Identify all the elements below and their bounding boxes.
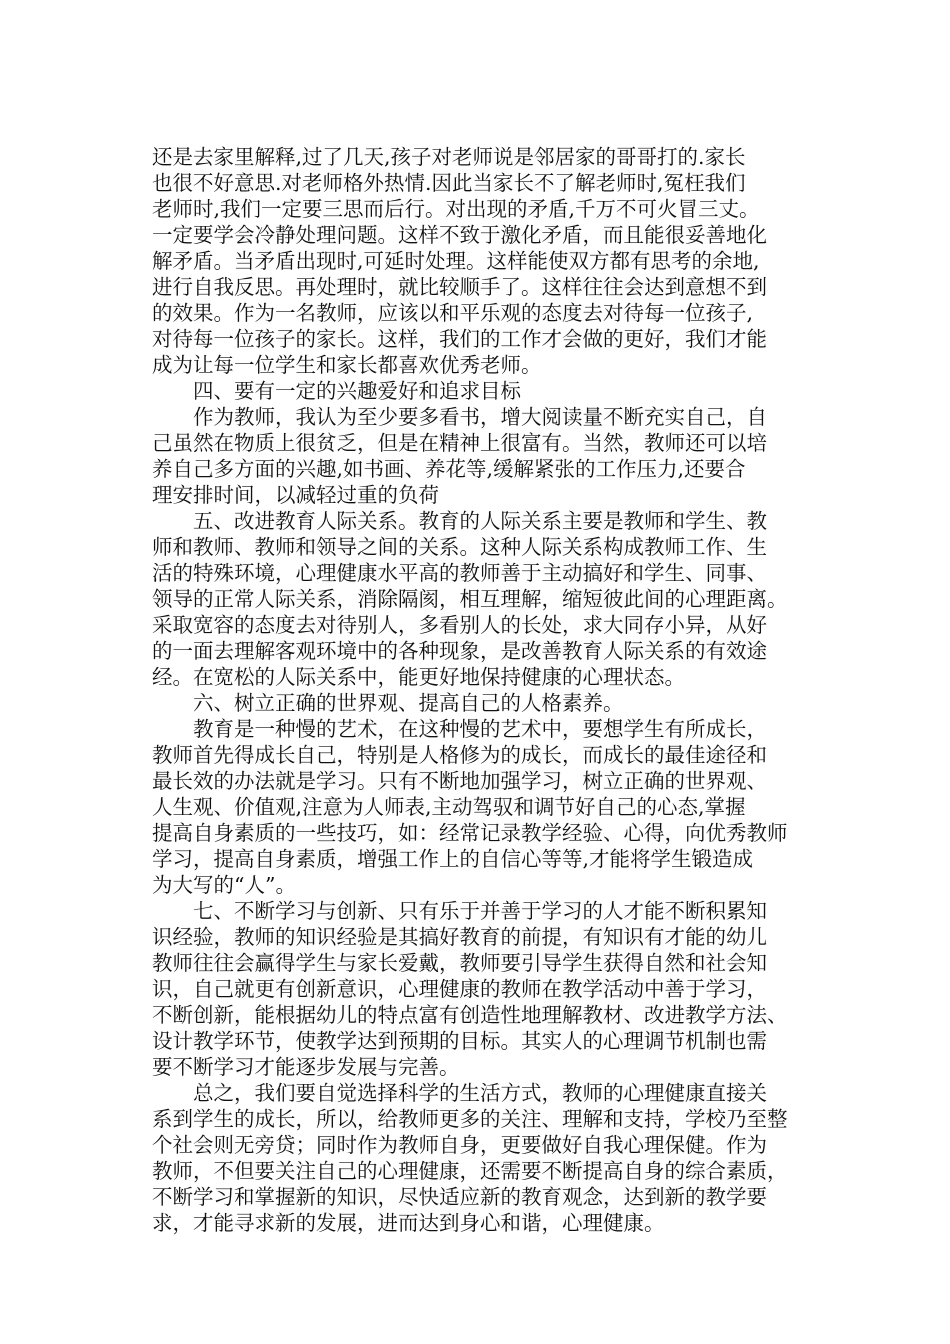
- text-line: 系到学生的成长，所以，给教师更多的关注、理解和支持，学校乃至整: [152, 1107, 788, 1131]
- text-line: 不断创新，能根据幼儿的特点富有创造性地理解教材、改进教学方法、: [152, 1003, 788, 1027]
- text-line: 教师，不但要关注自己的心理健康，还需要不断提高自身的综合素质，: [152, 1159, 788, 1183]
- text-line: 采取宽容的态度去对待别人，多看别人的长处，求大同存小异，从好: [152, 613, 767, 637]
- text-line: 养自己多方面的兴趣,如书画、养花等,缓解紧张的工作压力,还要合: [152, 457, 746, 481]
- text-line: 教师首先得成长自己，特别是人格修为的成长，而成长的最佳途径和: [152, 743, 767, 767]
- text-line: 的一面去理解客观环境中的各种现象，是改善教育人际关系的有效途: [152, 639, 767, 663]
- text-line: 学习，提高自身素质，增强工作上的自信心等等,才能将学生锻造成: [152, 847, 754, 871]
- text-line: 个社会则无旁贷；同时作为教师自身，更要做好自我心理保健。作为: [152, 1133, 767, 1157]
- text-line: 识经验，教师的知识经验是其搞好教育的前提，有知识有才能的幼儿: [152, 925, 767, 949]
- text-line: 求，才能寻求新的发展，进而达到身心和谐，心理健康。: [152, 1211, 665, 1235]
- section-heading: 七、不断学习与创新、只有乐于并善于学习的人才能不断积累知: [193, 899, 767, 923]
- text-line: 己虽然在物质上很贫乏，但是在精神上很富有。当然，教师还可以培: [152, 431, 767, 455]
- text-line: 老师时,我们一定要三思而后行。对出现的矛盾,千万不可火冒三丈。: [152, 197, 760, 221]
- section-heading: 四、要有一定的兴趣爱好和追求目标: [193, 379, 521, 403]
- text-line: 经。在宽松的人际关系中，能更好地保持健康的心理状态。: [152, 665, 685, 689]
- text-line: 也很不好意思.对老师格外热情.因此当家长不了解老师时,冤枉我们: [152, 171, 746, 195]
- text-line: 还是去家里解释,过了几天,孩子对老师说是邻居家的哥哥打的.家长: [152, 145, 746, 169]
- text-line: 领导的正常人际关系，消除隔阂，相互理解，缩短彼此间的心理距离。: [152, 587, 788, 611]
- text-line: 要不断学习才能逐步发展与完善。: [152, 1055, 460, 1079]
- text-line: 识，自己就更有创新意识，心理健康的教师在教学活动中善于学习，: [152, 977, 767, 1001]
- text-line: 教师往往会赢得学生与家长爱戴，教师要引导学生获得自然和社会知: [152, 951, 767, 975]
- text-line: 的效果。作为一名教师，应该以和平乐观的态度去对待每一位孩子,: [152, 301, 754, 325]
- text-line: 解矛盾。当矛盾出现时,可延时处理。这样能使双方都有思考的余地,: [152, 249, 760, 273]
- text-line: 作为教师，我认为至少要多看书，增大阅读量不断充实自己，自: [193, 405, 767, 429]
- text-line: 最长效的办法就是学习。只有不断地加强学习，树立正确的世界观、: [152, 769, 767, 793]
- text-line: 为大写的“人”。: [152, 873, 296, 897]
- section-heading: 六、树立正确的世界观、提高自己的人格素养。: [193, 691, 624, 715]
- text-line: 提高自身素质的一些技巧，如：经常记录教学经验、心得，向优秀教师: [152, 821, 788, 845]
- text-line: 对待每一位孩子的家长。这样，我们的工作才会做的更好，我们才能: [152, 327, 767, 351]
- text-line: 一定要学会冷静处理问题。这样不致于激化矛盾，而且能很妥善地化: [152, 223, 767, 247]
- text-line: 成为让每一位学生和家长都喜欢优秀老师。: [152, 353, 542, 377]
- text-line: 总之，我们要自觉选择科学的生活方式，教师的心理健康直接关: [193, 1081, 767, 1105]
- text-line: 进行自我反思。再处理时，就比较顺手了。这样往往会达到意想不到: [152, 275, 767, 299]
- text-line: 师和教师、教师和领导之间的关系。这种人际关系构成教师工作、生: [152, 535, 767, 559]
- text-line: 设计教学环节，使教学达到预期的目标。其实人的心理调节机制也需: [152, 1029, 767, 1053]
- text-line: 活的特殊环境，心理健康水平高的教师善于主动搞好和学生、同事、: [152, 561, 767, 585]
- text-line: 人生观、价值观,注意为人师表,主动驾驭和调节好自己的心态,掌握: [152, 795, 746, 819]
- section-heading: 五、改进教育人际关系。教育的人际关系主要是教师和学生、教: [193, 509, 767, 533]
- text-line: 不断学习和掌握新的知识，尽快适应新的教育观念，达到新的教学要: [152, 1185, 767, 1209]
- text-line: 教育是一种慢的艺术，在这种慢的艺术中，要想学生有所成长，: [193, 717, 767, 741]
- text-line: 理安排时间，以减轻过重的负荷: [152, 483, 439, 507]
